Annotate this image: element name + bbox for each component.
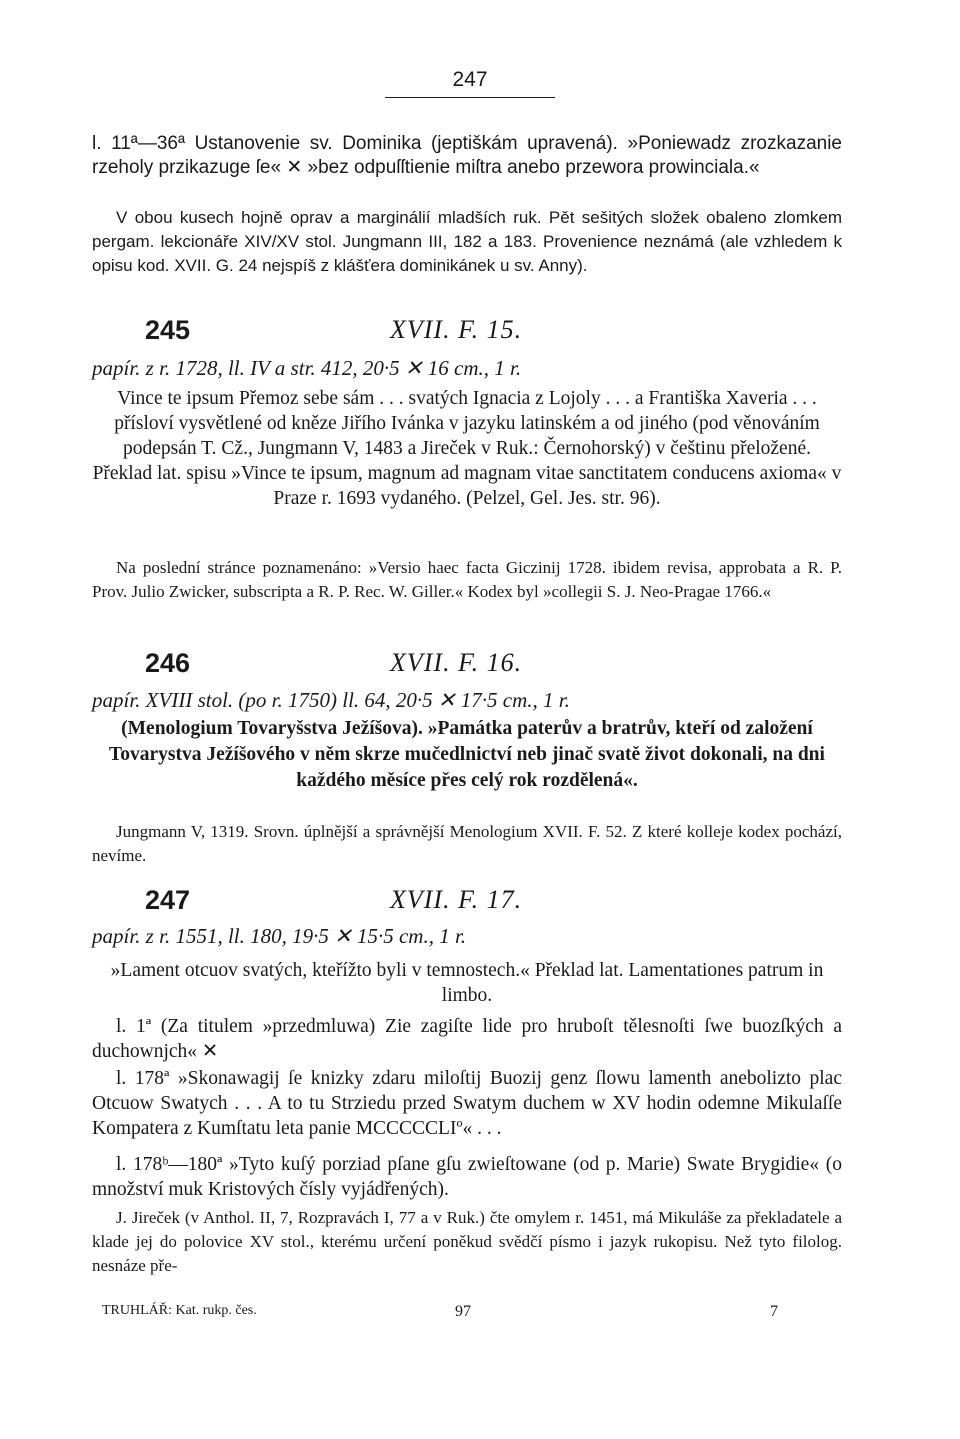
entry-number: 245 [145,315,191,345]
footer-source: TRUHLÁŘ: Kat. rukp. čes. [102,1303,257,1318]
entry-245-physical: papír. z r. 1728, ll. IV a str. 412, 20·5 ✕ 16 cm., 1 r. [92,356,522,380]
entry-247-heading [145,885,745,925]
shelf-signature: XVII. F. 17. [390,885,523,914]
entry-247-physical: papír. z r. 1551, ll. 180, 19·5 ✕ 15·5 cm., 1 r. [92,924,467,948]
shelf-signature: XVII. F. 16. [390,648,523,677]
entry-246-heading [145,648,745,688]
shelf-signature: XVII. F. 15. [390,315,523,344]
entry-246-title: (Menologium Tovaryšstva Ježíšova). »Památka paterův a bratrův, kteří od založení Tovarystva Ježíšového v něm skrze mučedlnictví neb jinač svatě život dokonali, na dni každého měsíce přes celý rok rozdělená«. [109,718,825,791]
entry-247-note: l. 1ª (Za titulem »przedmluwa) Zie zagiſte lide pro hruboſt tělesnoſti ſwe buozſkých a duchownjch« ✕ [92,1016,842,1062]
page-number: 247 [452,68,488,91]
continuation-title: l. 11ª—36ª Ustanovenie sv. Dominika (jeptiškám upravená). »Poniewadz zrozkazanie rzeholy przikazuge ſe« ✕ »bez odpuſſtienie miſtra anebo przewora prowinciala.« [92,133,842,178]
entry-247-note: l. 178ᵇ—180ª »Tyto kuſý porziad pſane gſu zwieſtowane (od p. Marie) Swate Brygidie« (o množství muk Kristových čísly vyjádřených). [92,1154,842,1200]
entry-246-physical: papír. XVIII stol. (po r. 1750) ll. 64, 20·5 ✕ 17·5 cm., 1 r. [92,688,570,712]
continuation-description: V obou kusech hojně oprav a marginálií mladších ruk. Pět sešitých složek obaleno zlomkem pergam. lekcionáře XIV/XV stol. Jungmann III, 182 a 183. Provenience neznámá (ale vzhledem k opisu kod. XVII. G. 24 nejspíš z klášťera dominikánek u sv. Anny). [92,208,842,275]
footer-sheet-number: 97 [455,1303,471,1320]
entry-246-note: Jungmann V, 1319. Srovn. úplnější a správnější Menologium XVII. F. 52. Z které kolleje kodex pochází, nevíme. [92,822,842,865]
entry-number: 246 [145,648,191,678]
header-rule [385,97,555,98]
footer-signature-mark: 7 [770,1303,778,1320]
entry-245-title: Vince te ipsum Přemoz sebe sám . . . svatých Ignacia z Lojoly . . . a Františka Xaveria . . . přísloví vysvětlené od kněze Jiřího Ivánka v jazyku latinském a od jiného (pod věnováním podepsán T. Cž., Jungmann V, 1483 a Jireček v Ruk.: Černohorský) v češtinu přeložené. Překlad lat. spisu »Vince te ipsum, magnum ad magnam vitae sanctitatem conducens axioma« v Praze r. 1693 vydaného. (Pelzel, Gel. Jes. str. 96). [92,388,842,509]
entry-245-note: Na poslední stránce poznamenáno: »Versio haec facta Giczinij 1728. ibidem revisa, approbata a R. P. Prov. Julio Zwicker, subscripta a R. P. Rec. W. Giller.« Kodex byl »collegii S. J. Neo-Pragae 1766.« [92,558,842,601]
entry-247-note: l. 178ª »Skonawagij ſe knizky zdaru miloſtij Buozij genz ſlowu lamenth anebolizto plac Otcuow Swatych . . . A to tu Strziedu przed Swatym duchem w XV hodin odemne Mikulaſſe Kompatera z Kumſtatu leta panie MCCCCCLIº« . . . [92,1068,842,1139]
entry-245-heading [145,315,745,355]
entry-number: 247 [145,885,191,915]
entry-247-note: J. Jireček (v Anthol. II, 7, Rozpravách I, 77 a v Ruk.) čte omylem r. 1451, má Mikuláše za překladatele a klade jej do polovice XV stol., kterému určení poněkud svědčí písmo i jazyk rukopisu. Než tyto filolog. nesnáze pře- [92,1208,842,1275]
entry-247-title: »Lament otcuov svatých, kteřížto byli v temnostech.« Překlad lat. Lamentationes patrum in limbo. [110,960,824,1006]
